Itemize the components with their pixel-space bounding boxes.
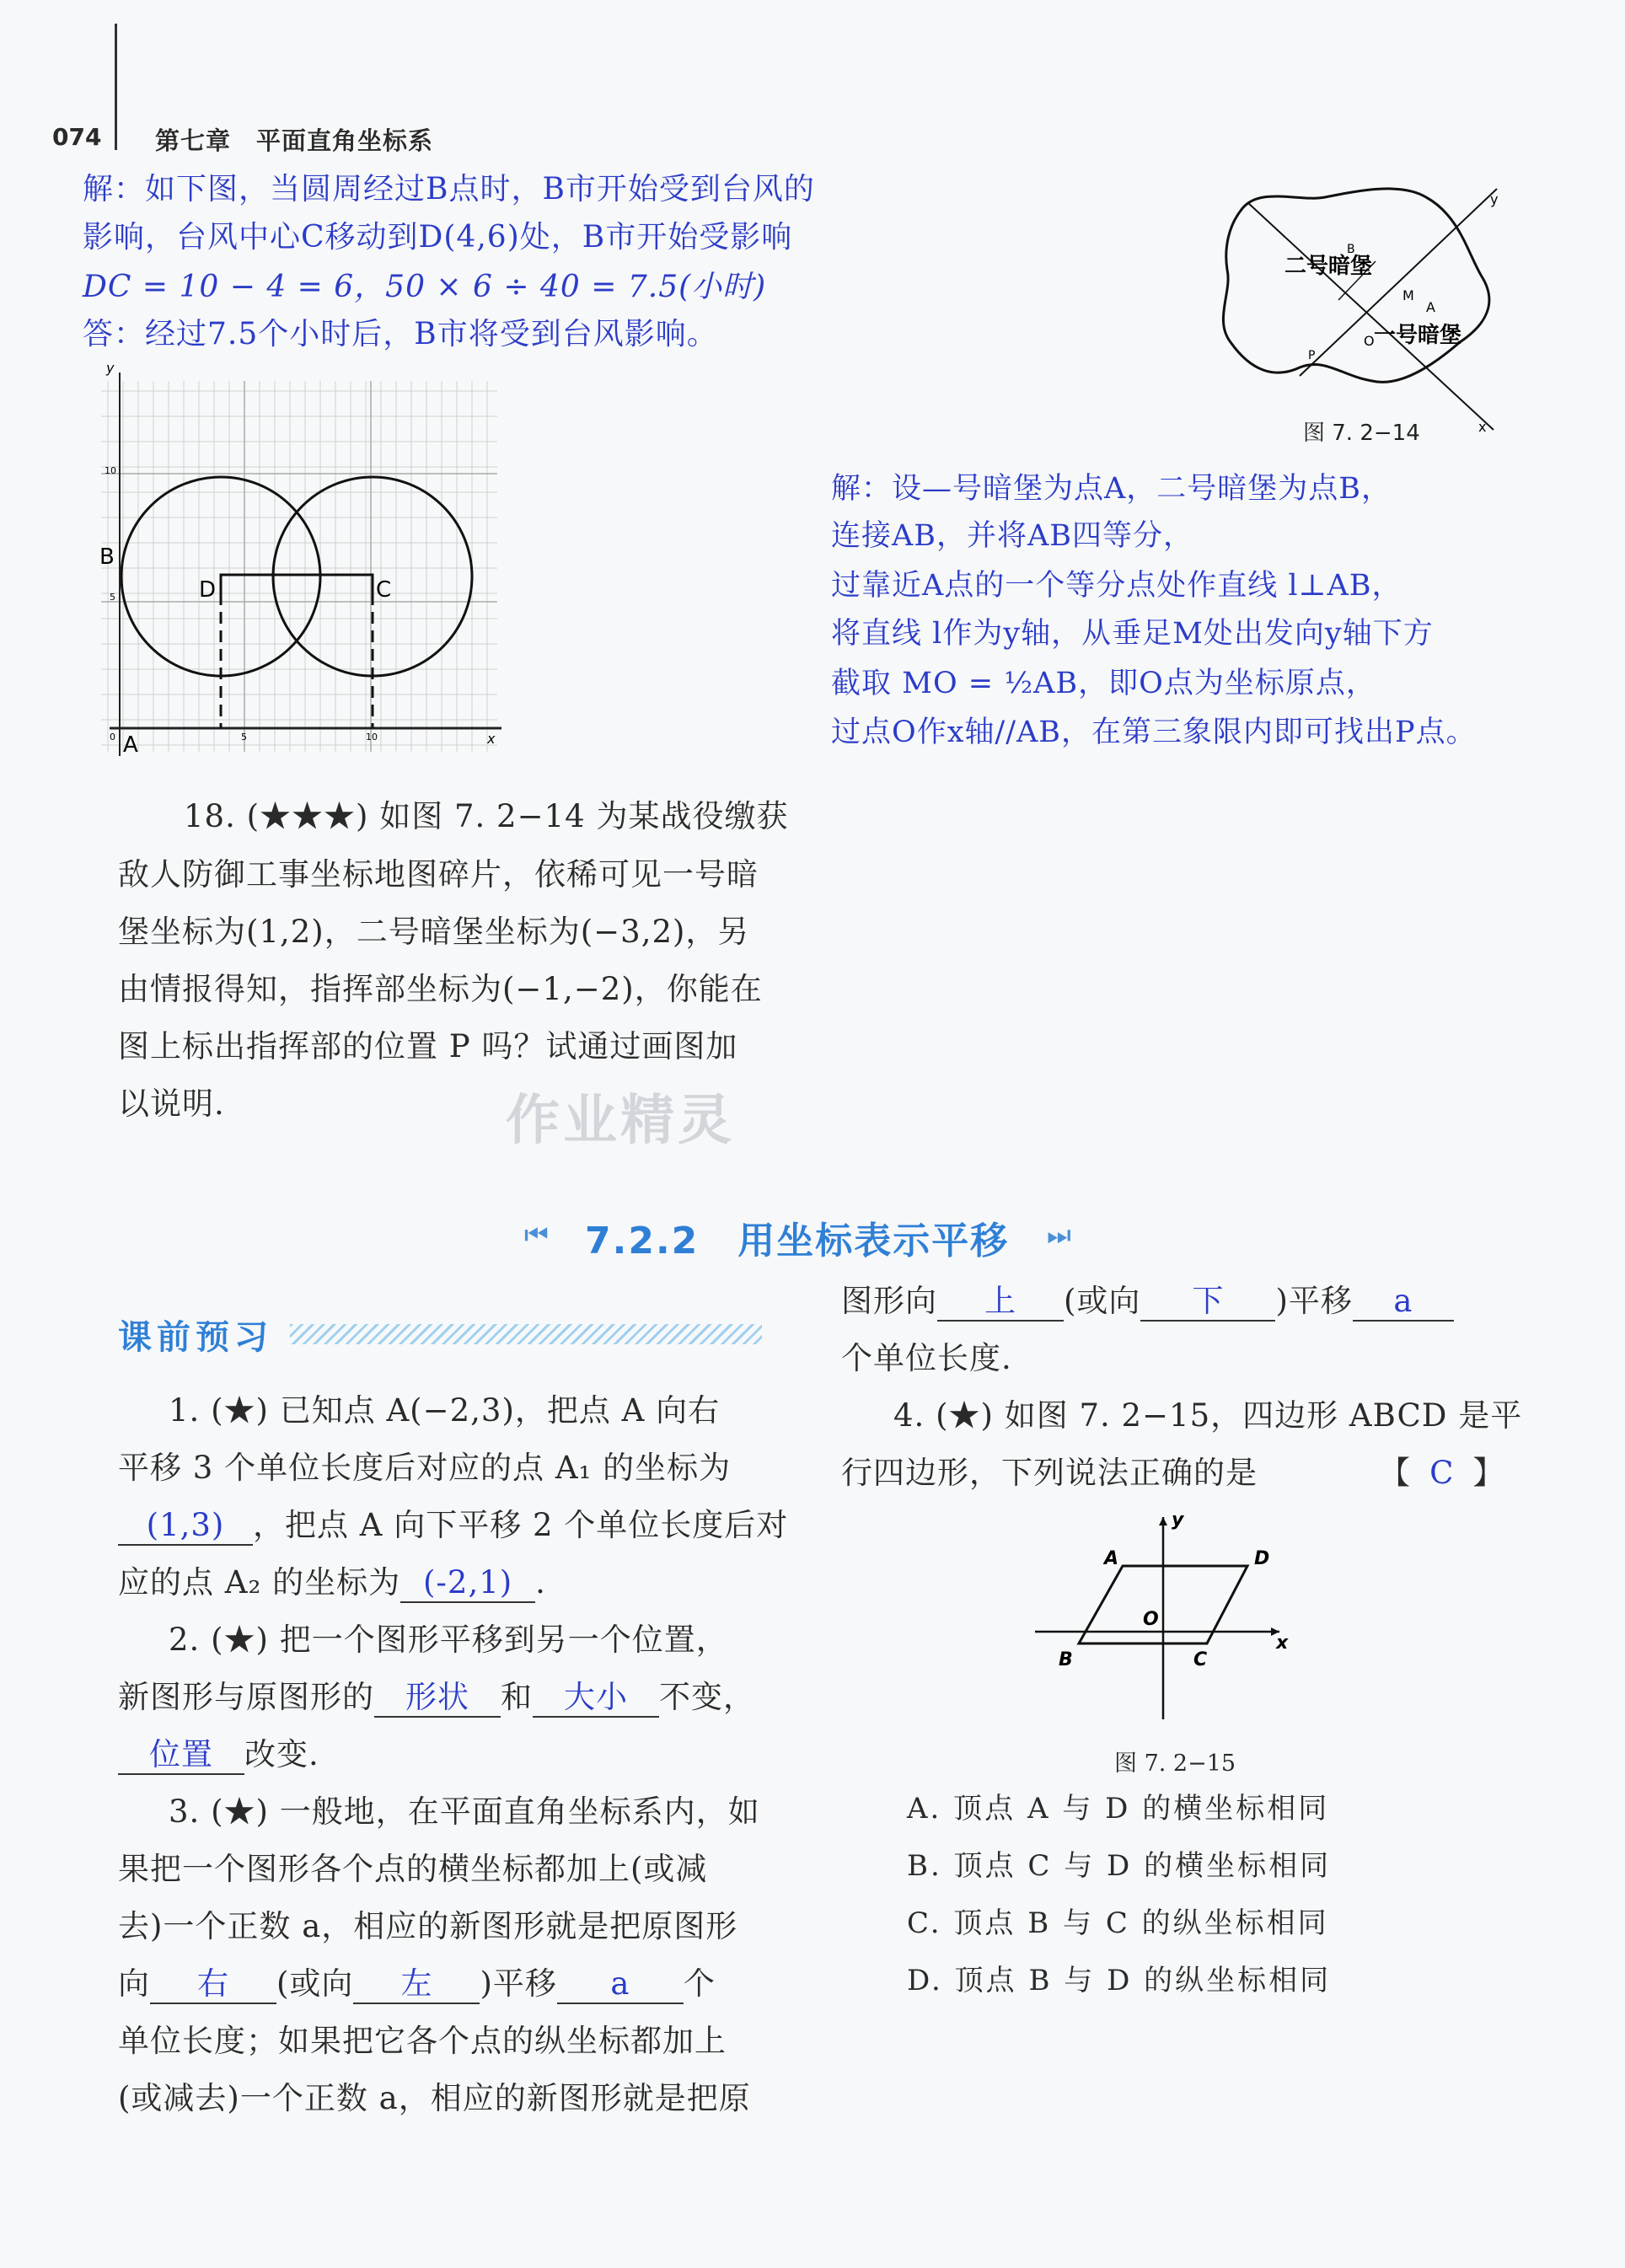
question-text: (或向 (276, 1965, 354, 2002)
tick-label: 10 (105, 465, 116, 476)
preview-heading-text: 课前预习 (118, 1318, 273, 1357)
answer-bracket (1379, 1445, 1505, 1502)
question-text: 向 (118, 1965, 150, 2002)
prev-marker-icon: ⏮ (524, 1219, 549, 1251)
question-text: 图形向 (841, 1283, 937, 1319)
tick-label: 5 (241, 732, 247, 743)
answer-blank[interactable]: 形状 (374, 1679, 501, 1718)
point-m: M (1402, 287, 1414, 303)
bunker2-label: 二号暗堡 (1284, 254, 1373, 279)
question-line: 敌人防御工事坐标地图碎片，依稀可见一号暗 (118, 856, 759, 893)
y-label: y (1490, 191, 1499, 207)
point-d-label: D (199, 577, 217, 603)
answer-blank[interactable]: 大小 (533, 1679, 659, 1718)
question-line (118, 1669, 755, 1726)
question-line: 以说明. (118, 1086, 225, 1122)
header-rule (115, 24, 117, 150)
question-text: 不变， (659, 1679, 755, 1715)
solution-line: 将直线 l作为y轴，从垂足M处出发向y轴下方 (831, 617, 1434, 651)
answer-blank[interactable]: (1,3) (118, 1507, 253, 1546)
vertex-b: B (1059, 1649, 1073, 1670)
origin-label: O (1143, 1609, 1159, 1630)
solution-line: 影响，台风中心C移动到D(4,6)处，B市开始受影响 (83, 220, 793, 255)
question-line: 行四边形，下列说法正确的是 (841, 1455, 1258, 1491)
choice-answer[interactable]: C (1429, 1455, 1455, 1491)
section-title-bar (524, 1210, 1097, 1266)
next-marker-icon: ⏭ (1047, 1219, 1071, 1251)
question-line (118, 1955, 716, 2013)
bracket-close: 】 (1472, 1455, 1505, 1491)
y-label: y (1172, 1509, 1184, 1531)
answer-blank[interactable]: (-2,1) (400, 1564, 535, 1603)
question-line: 图上标出指挥部的位置 P 吗？试通过画图加 (118, 1028, 738, 1064)
solution-line: 连接AB，并将AB四等分， (831, 519, 1193, 553)
figure-7-2-14 (1207, 177, 1510, 457)
bunker1-label: 一号暗堡 (1374, 323, 1462, 348)
question-line: 单位长度；如果把它各个点的纵坐标都加上 (118, 2023, 727, 2059)
solution-line: 答：经过7.5个小时后，B市将受到台风影响。 (83, 317, 718, 351)
question-line: 堡坐标为(1,2)，二号暗堡坐标为(−3,2)，另 (118, 914, 750, 950)
question-line: 平移 3 个单位长度后对应的点 A₁ 的坐标为 (118, 1450, 732, 1486)
solution-line: 过点O作x轴//AB，在第三象限内即可找出P点。 (831, 716, 1477, 749)
point-a: A (1426, 299, 1435, 315)
question-text: ，把点 A 向下平移 2 个单位长度后对 (253, 1507, 789, 1543)
point-p: P (1308, 349, 1316, 362)
point-o: O (1364, 333, 1375, 349)
heading-stripe (290, 1324, 762, 1344)
option-b[interactable]: B. 顶点 C 与 D 的横坐标相同 (907, 1849, 1332, 1883)
question-line: 18. (★★★) 如图 7. 2−14 为某战役缴获 (184, 798, 789, 834)
question-text: 和 (501, 1679, 533, 1715)
answer-blank[interactable]: a (557, 1965, 684, 2004)
solution-line: 过靠近A点的一个等分点处作直线 l⊥AB， (831, 569, 1402, 603)
x-label: x (1478, 419, 1487, 435)
figure-7-2-15 (1027, 1509, 1296, 1728)
point-a-label: A (123, 732, 138, 758)
tick-label: 10 (366, 732, 378, 743)
point-b: B (1347, 243, 1355, 256)
question-line: (或减去)一个正数 a，相应的新图形就是把原 (118, 2080, 751, 2116)
vertex-a: A (1104, 1548, 1119, 1569)
solution-line: 截取 MO = ½AB，即O点为坐标原点， (831, 667, 1376, 700)
point-b-label: B (99, 544, 115, 570)
bracket-open: 【 (1379, 1455, 1411, 1491)
figure-caption: 图 7. 2−14 (1303, 421, 1420, 446)
question-line: 1. (★) 已知点 A(−2,3)，把点 A 向右 (169, 1392, 721, 1429)
y-axis-label: y (106, 360, 115, 376)
question-line: 3. (★) 一般地，在平面直角坐标系内，如 (169, 1793, 760, 1830)
option-c[interactable]: C. 顶点 B 与 C 的纵坐标相同 (907, 1906, 1329, 1940)
watermark: 作业精灵 (506, 1090, 735, 1152)
question-text: )平移 (1275, 1283, 1353, 1319)
chapter-title: 第七章 平面直角坐标系 (155, 126, 434, 155)
question-line: 个单位长度. (841, 1340, 1012, 1376)
answer-blank[interactable]: 下 (1140, 1283, 1275, 1322)
answer-blank[interactable]: 左 (353, 1965, 480, 2004)
question-line (118, 1554, 546, 1611)
point-c-label: C (376, 577, 392, 603)
page-number: 074 (52, 123, 102, 151)
answer-blank[interactable]: 右 (150, 1965, 276, 2004)
question-line (118, 1497, 788, 1554)
question-text: (或向 (1064, 1283, 1141, 1319)
typhoon-graph (84, 356, 506, 769)
vertex-c: C (1193, 1649, 1208, 1670)
figure-caption: 图 7. 2−15 (1114, 1751, 1236, 1777)
preview-heading (118, 1311, 769, 1361)
section-title: 7.2.2 用坐标表示平移 (585, 1220, 1010, 1263)
solution-line: 解：设—号暗堡为点A，二号暗堡为点B， (831, 472, 1392, 506)
question-line: 4. (★) 如图 7. 2−15，四边形 ABCD 是平 (893, 1397, 1523, 1434)
option-d[interactable]: D. 顶点 B 与 D 的纵坐标相同 (907, 1964, 1332, 1997)
question-text: . (535, 1564, 546, 1600)
question-text: 改变. (244, 1736, 319, 1772)
question-text: )平移 (480, 1965, 557, 2002)
x-axis-label: x (487, 731, 496, 747)
question-line: 果把一个图形各个点的横坐标都加上(或减 (118, 1851, 708, 1887)
solution-line: DC = 10 − 4 = 6，50 × 6 ÷ 40 = 7.5(小时) (83, 270, 767, 304)
tick-label: 5 (110, 592, 115, 603)
tick-label: 0 (110, 732, 115, 743)
question-line (118, 1726, 319, 1783)
x-label: x (1276, 1633, 1289, 1654)
question-line: 2. (★) 把一个图形平移到另一个位置， (169, 1622, 728, 1658)
answer-blank[interactable]: 位置 (118, 1736, 244, 1775)
question-text: 新图形与原图形的 (118, 1679, 374, 1715)
question-line: 去)一个正数 a，相应的新图形就是把原图形 (118, 1908, 738, 1944)
answer-blank[interactable]: 上 (937, 1283, 1064, 1322)
answer-blank[interactable]: a (1353, 1283, 1454, 1322)
option-a[interactable]: A. 顶点 A 与 D 的横坐标相同 (907, 1792, 1330, 1826)
vertex-d: D (1254, 1548, 1270, 1569)
question-text: 应的点 A₂ 的坐标为 (118, 1564, 401, 1600)
solution-line: 解：如下图，当圆周经过B点时，B市开始受到台风的 (83, 172, 815, 206)
question-line: 由情报得知，指挥部坐标为(−1,−2)，你能在 (118, 971, 763, 1007)
question-line (841, 1273, 1454, 1330)
question-text: 个 (683, 1965, 716, 2002)
